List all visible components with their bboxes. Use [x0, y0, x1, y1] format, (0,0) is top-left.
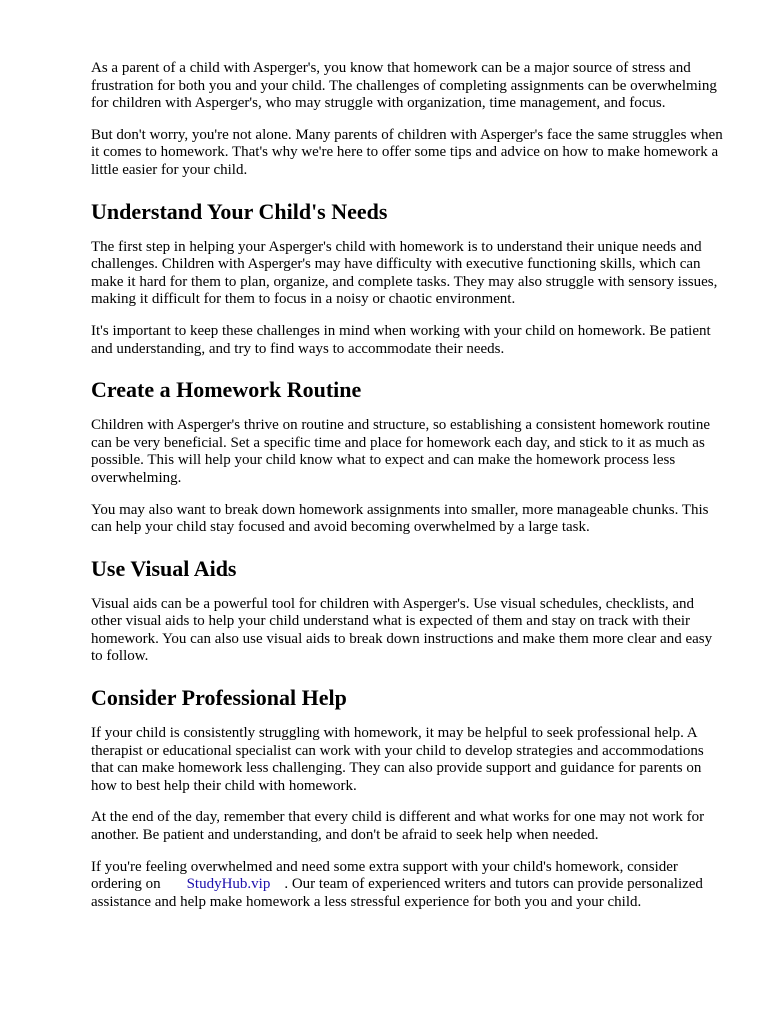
closing-paragraph: [91, 859, 727, 912]
professional-help-paragraph-2: At the end of the day, remember that every child is different and what works for one may not work for another. Be patient and understanding, and don't be afraid to seek help when needed.: [91, 809, 705, 844]
intro-paragraph-1: As a parent of a child with Asperger's, you know that homework can be a major source of stress and frustration for both you and your child. The challenges of completing assignments can be overwhelming for children with Asperger's, who may struggle with organization, time management, and focus.: [91, 60, 717, 112]
closing-text-before-link: If you're feeling overwhelmed and need some extra support with your child's homework, consider ordering on: [91, 858, 678, 893]
section-heading-professional-help: Consider Professional Help: [91, 685, 347, 711]
professional-help-paragraph-1: If your child is consistently struggling with homework, it may be helpful to seek professional help. A therapist or educational specialist can work with your child to develop strategies and accommodations that can make homework less challenging. They can also provide support and guidance for parents on how to best help their child with homework.: [91, 725, 704, 794]
section-heading-homework-routine: Create a Homework Routine: [91, 377, 362, 403]
visual-aids-paragraph-1: Visual aids can be a powerful tool for children with Asperger's. Use visual schedules, checklists, and other visual aids to help your child understand what is expected of them and stay on track with their homework. You can also use visual aids to break down instructions and make them more clear and easy to follow.: [91, 595, 713, 665]
understand-needs-paragraph-1: The first step in helping your Asperger's child with homework is to understand their unique needs and challenges. Children with Asperger's may have difficulty with executive functioning skills, which can make it hard for them to plan, organize, and complete tasks. They may also struggle with sensory issues, making it difficult for them to focus in a noisy or chaotic environment.: [91, 238, 718, 308]
studyhub-link[interactable]: StudyHub.vip: [186, 876, 271, 893]
homework-routine-paragraph-2: You may also want to break down homework assignments into smaller, more manageable chunks. This can help your child stay focused and avoid becoming overwhelmed by a large task.: [91, 501, 709, 536]
section-heading-visual-aids: Use Visual Aids: [91, 555, 237, 581]
closing-text-after-link: . Our team of experienced writers and tutors can provide personalized assistance and help make homework a less stressful experience for both you and your child.: [91, 876, 703, 910]
section-heading-understand-needs: Understand Your Child's Needs: [91, 198, 388, 224]
homework-routine-paragraph-1: Children with Asperger's thrive on routine and structure, so establishing a consistent homework routine can be very beneficial. Set a specific time and place for homework each day, and stick to it as much as possible. This will help your child know what to expect and can make the homework process less overwhelming.: [91, 417, 710, 486]
understand-needs-paragraph-2: It's important to keep these challenges in mind when working with your child on homework. Be patient and understanding, and try to find ways to accommodate their needs.: [91, 322, 711, 357]
intro-paragraph-2: But don't worry, you're not alone. Many parents of children with Asperger's face the same struggles when it comes to homework. That's why we're here to offer some tips and advice on how to make homework a little easier for your child.: [91, 126, 723, 178]
document-page: [91, 60, 727, 911]
